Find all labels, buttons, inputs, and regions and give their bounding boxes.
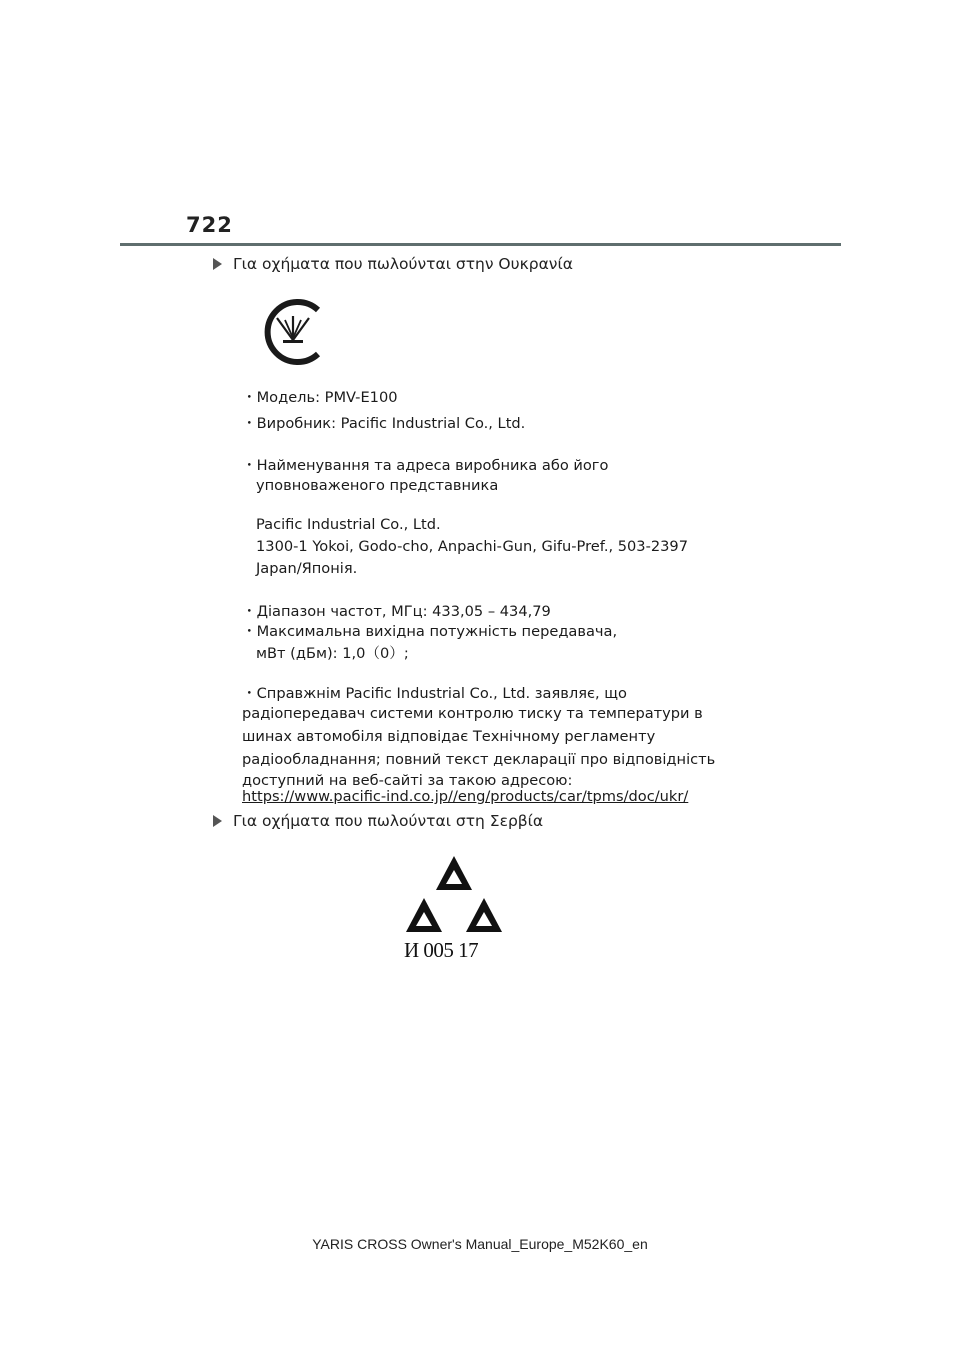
cert-line: ・Максимальна вихідна потужність передавача,	[242, 623, 618, 640]
triangle-bullet-icon	[213, 815, 222, 827]
cert-line: шинах автомобіля відповідає Технічному регламенту	[242, 728, 656, 745]
cert-line: радіообладнання; повний текст декларації про відповідність	[242, 751, 716, 768]
section-heading-text: Για οχήματα που πωλούνται στην Ουκρανία	[233, 255, 573, 273]
cert-line: ・Виробник: Pacific Industrial Co., Ltd.	[242, 415, 526, 432]
footer-manual-title: YARIS CROSS Owner's Manual_Europe_M52K60_en	[312, 1236, 648, 1252]
header-rule	[120, 243, 841, 246]
section-heading-ukraine	[213, 255, 573, 273]
cert-line: Pacific Industrial Co., Ltd.	[256, 516, 441, 533]
ukraine-conformity-mark-icon	[258, 296, 328, 368]
section-heading-text: Για οχήματα που πωλούνται στη Σερβία	[233, 812, 544, 830]
cert-line: ・Найменування та адреса виробника або його	[242, 457, 609, 474]
cert-line: ・Діапазон частот, МГц: 433,05 – 434,79	[242, 603, 551, 620]
cert-line: уповноваженого представника	[256, 477, 499, 494]
cert-line: Japan/Японія.	[256, 560, 358, 577]
ukraine-certificate	[232, 282, 730, 804]
section-heading-serbia	[213, 812, 543, 830]
cert-line: доступний на веб-сайті за такою адресою:	[242, 772, 573, 789]
cert-line: ・Модель: PMV-E100	[242, 389, 398, 406]
declaration-url-text: https://www.pacific-ind.co.jp//eng/products/car/tpms/doc/ukr/	[242, 788, 689, 805]
page-number: 722	[186, 213, 233, 237]
serbia-mark-code: И 005 17	[404, 938, 479, 962]
cert-line: ・Справжнім Pacific Industrial Co., Ltd. заявляє, що	[242, 685, 627, 702]
cert-line: 1300-1 Yokoi, Godo-cho, Anpachi-Gun, Gifu-Pref., 503-2397	[256, 538, 688, 555]
cert-line: радіопередавач системи контролю тиску та температури в	[242, 705, 703, 722]
cert-line: мВт (дБм): 1,0（0）;	[256, 645, 409, 662]
triangle-bullet-icon	[213, 258, 222, 270]
